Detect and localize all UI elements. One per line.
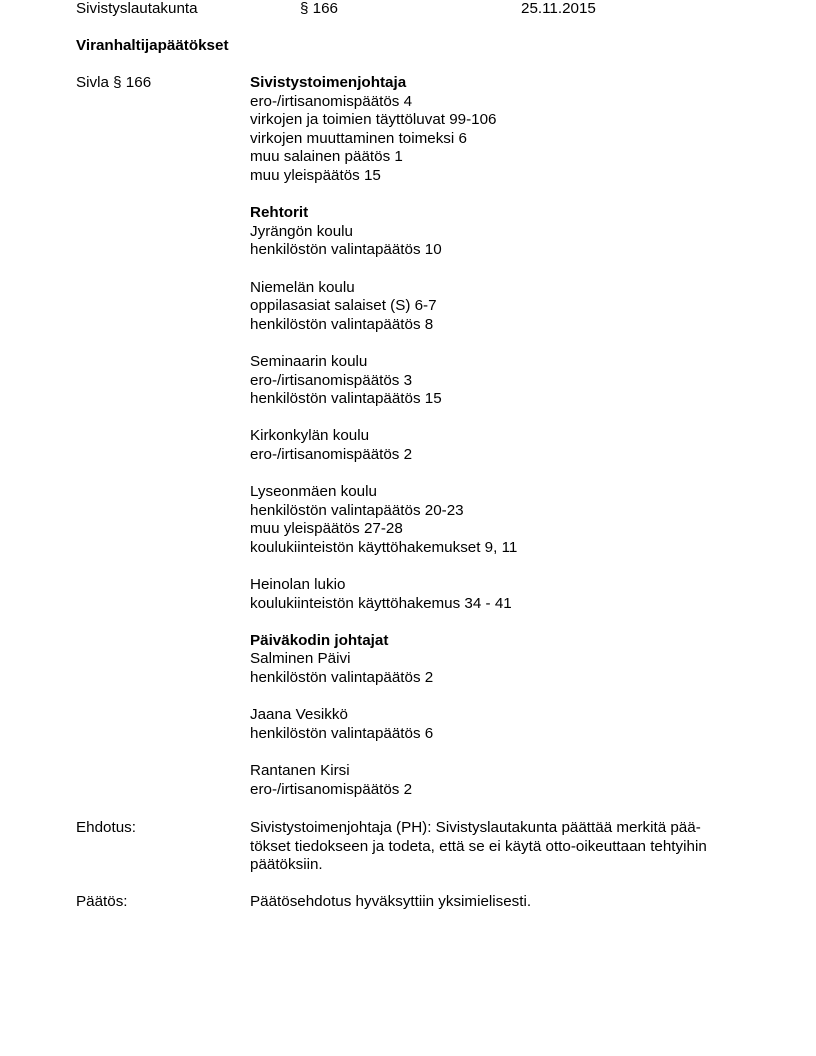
- unit-name: Rantanen Kirsi: [250, 761, 350, 779]
- decision-text: Päätösehdotus hyväksyttiin yksimielisesti.: [250, 893, 532, 910]
- proposal-label: Ehdotus:: [76, 819, 136, 836]
- group-heading: Sivistystoimenjohtaja: [250, 74, 407, 91]
- decision-item: virkojen ja toimien täyttöluvat 99-106: [250, 111, 497, 129]
- proposal-line: päätöksiin.: [250, 856, 323, 874]
- header-section: § 166: [300, 0, 339, 17]
- decision-item: ero-/irtisanomispäätös 4: [250, 92, 413, 110]
- unit-name: Seminaarin koulu: [250, 352, 368, 370]
- decision-item: muu salainen päätös 1: [250, 148, 403, 166]
- spacer: [250, 186, 740, 205]
- decisions-list: [250, 74, 740, 799]
- decision-item: henkilöstön valintapäätös 2: [250, 669, 434, 686]
- decision-item: muu yleispäätös 27-28: [250, 520, 403, 538]
- spacer: [250, 260, 740, 279]
- decision-item: ero-/irtisanomispäätös 3: [250, 371, 413, 389]
- decision-item: henkilöstön valintapäätös 6: [250, 724, 434, 742]
- header-date: 25.11.2015: [521, 0, 596, 17]
- spacer: [250, 334, 740, 353]
- group-heading: Päiväkodin johtajat: [250, 631, 389, 649]
- decision-item: koulukiinteistön käyttöhakemus 34 - 41: [250, 594, 512, 612]
- spacer: [250, 743, 740, 762]
- unit-name: Kirkonkylän koulu: [250, 427, 370, 445]
- group-heading: Rehtorit: [250, 204, 309, 222]
- decision-item: ero-/irtisanomispäätös 2: [250, 445, 413, 463]
- proposal-line: tökset tiedokseen ja todeta, että se ei käytä otto-oikeuttaan tehtyihin: [250, 837, 707, 855]
- decision-item: henkilöstön valintapäätös 10: [250, 241, 442, 259]
- page-header: [0, 0, 816, 20]
- decision-item: koulukiinteistön käyttöhakemukset 9, 11: [250, 538, 518, 556]
- unit-name: Jaana Vesikkö: [250, 706, 348, 724]
- unit-name: Niemelän koulu: [250, 278, 355, 296]
- unit-name: Jyrängön koulu: [250, 222, 354, 240]
- spacer: [250, 557, 740, 576]
- header-organization: Sivistyslautakunta: [76, 0, 198, 17]
- spacer: [250, 688, 740, 707]
- spacer: [250, 613, 740, 632]
- decision-item: henkilöstön valintapäätös 8: [250, 315, 434, 333]
- proposal-line: Sivistystoimenjohtaja (PH): Sivistyslautakunta päättää merkitä pää-: [250, 819, 701, 836]
- proposal-text: [250, 819, 745, 875]
- document-title: Viranhaltijapäätökset: [76, 37, 229, 54]
- decision-item: henkilöstön valintapäätös 20-23: [250, 501, 464, 519]
- decision-item: virkojen muuttaminen toimeksi 6: [250, 129, 467, 147]
- section-reference: Sivla § 166: [76, 74, 152, 91]
- decision-item: ero-/irtisanomispäätös 2: [250, 780, 413, 798]
- unit-name: Salminen Päivi: [250, 650, 351, 668]
- spacer: [250, 464, 740, 483]
- decision-item: oppilasasiat salaiset (S) 6-7: [250, 297, 437, 315]
- unit-name: Lyseonmäen koulu: [250, 483, 377, 501]
- unit-name: Heinolan lukio: [250, 576, 346, 594]
- spacer: [250, 409, 740, 428]
- decision-item: henkilöstön valintapäätös 15: [250, 390, 442, 408]
- decision-label: Päätös:: [76, 893, 128, 910]
- decision-item: muu yleispäätös 15: [250, 166, 381, 184]
